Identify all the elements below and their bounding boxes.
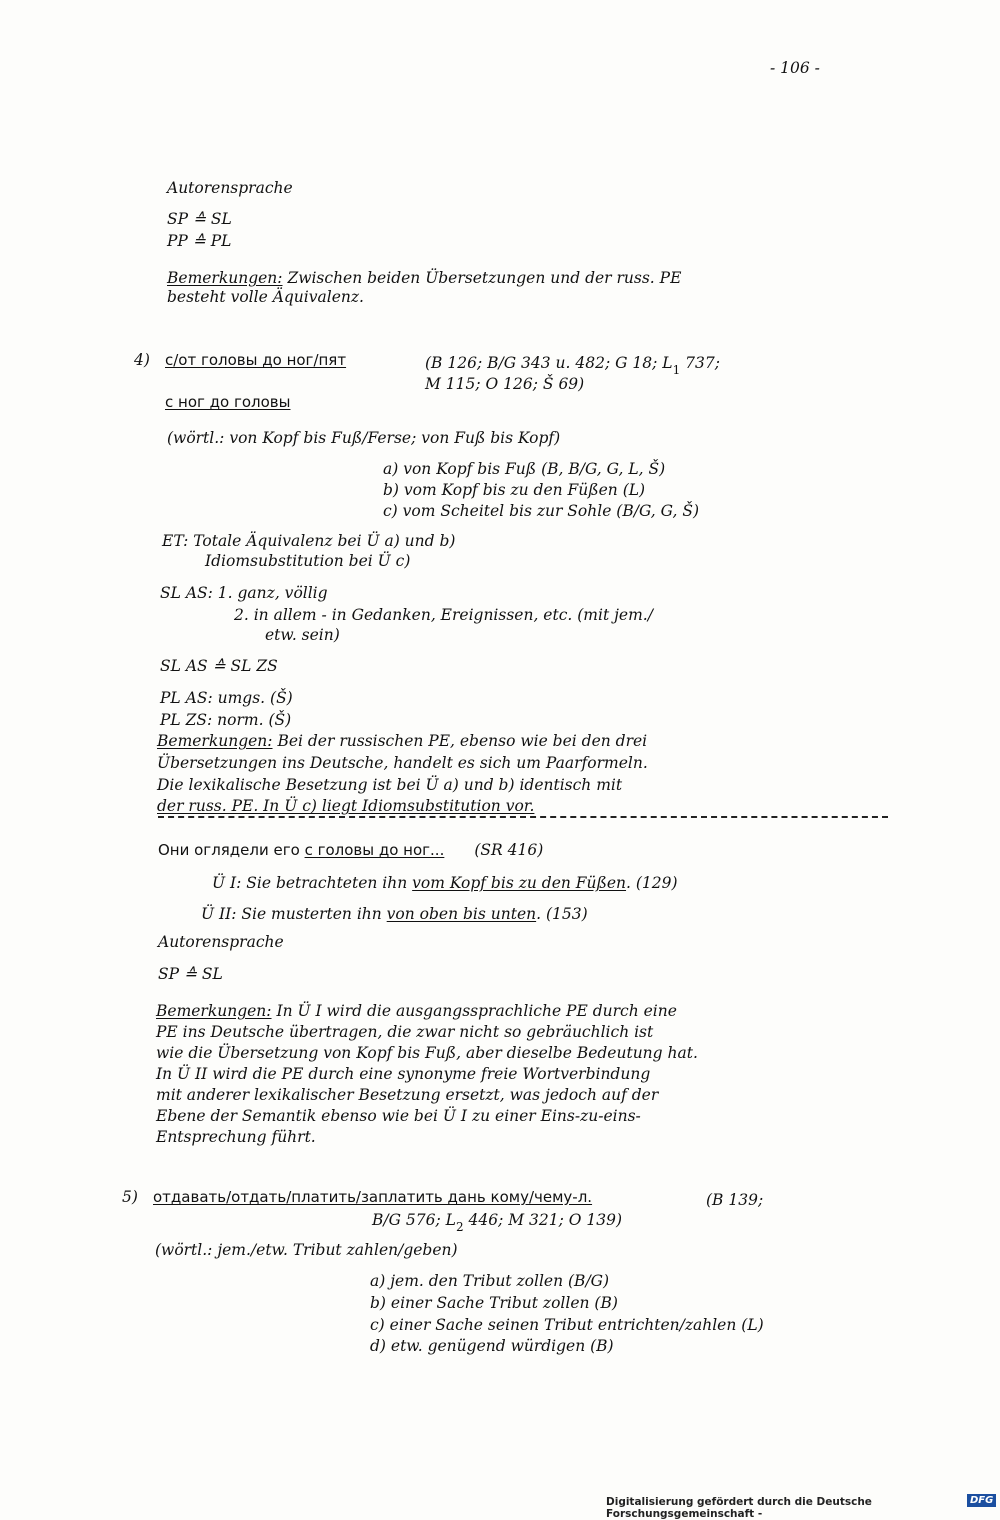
entry-number: 5)	[122, 1188, 138, 1206]
text-line: Idiomsubstitution bei Ü c)	[205, 552, 411, 570]
text-line: Übersetzungen ins Deutsche, handelt es sich um Paarformeln.	[157, 754, 648, 772]
remarks-line	[167, 268, 681, 288]
russian-phrase: отдавать/отдать/платить/заплатить дань кому/чему-л.	[153, 1188, 593, 1206]
text-line: mit anderer lexikalischer Besetzung ersetzt, was jedoch auf der	[156, 1086, 659, 1104]
text-line: etw. sein)	[265, 626, 340, 644]
text-line: Autorensprache	[167, 179, 293, 197]
text-line: Ebene der Semantik ebenso wie bei Ü I zu einer Eins-zu-eins-	[156, 1107, 641, 1125]
source-refs: M 115; O 126; Š 69)	[425, 375, 585, 393]
entry-number: 4)	[134, 351, 150, 369]
text-line: Entsprechung führt.	[156, 1128, 316, 1146]
literal-translation: (wörtl.: jem./etw. Tribut zahlen/geben)	[155, 1241, 458, 1259]
text-span: Bei der russischen PE, ebenso wie bei den drei	[272, 732, 648, 750]
text-span: Ü I: Sie betrachteten ihn	[212, 874, 413, 892]
remarks-label: Bemerkungen:	[167, 269, 283, 287]
dashed-separator	[158, 816, 888, 822]
text-line: wie die Übersetzung von Kopf bis Fuß, aber dieselbe Bedeutung hat.	[156, 1044, 698, 1062]
translation-option: a) von Kopf bis Fuß (B, B/G, G, L, Š)	[383, 460, 666, 478]
text-span: Они оглядели его	[158, 841, 305, 859]
text-span: In Ü I wird die ausgangssprachliche PE durch eine	[271, 1002, 677, 1020]
text-line: ET: Totale Äquivalenz bei Ü a) und b)	[162, 532, 456, 550]
translation-option: d) etw. genügend würdigen (B)	[370, 1337, 614, 1355]
text-line: der russ. PE. In Ü c) liegt Idiomsubstitution vor.	[157, 797, 535, 815]
translation-option: b) vom Kopf bis zu den Füßen (L)	[383, 481, 646, 499]
text-span: 737;	[680, 354, 720, 372]
funding-footer: Digitalisierung gefördert durch die Deutsche Forschungsgemeinschaft -	[606, 1496, 872, 1520]
text-line: SL AS ≙ SL ZS	[160, 657, 278, 675]
translation-option: c) einer Sache seinen Tribut entrichten/zahlen (L)	[370, 1316, 764, 1334]
source-ref: (SR 416)	[474, 841, 544, 859]
text-line: In Ü II wird die PE durch eine synonyme freie Wortverbindung	[156, 1065, 651, 1083]
example-sentence	[158, 840, 543, 860]
text-line: PL ZS: norm. (Š)	[160, 711, 292, 729]
text-span: . (129)	[626, 874, 678, 892]
text-line: 2. in allem - in Gedanken, Ereignissen, etc. (mit jem./	[234, 606, 653, 624]
text-span: с головы до ног...	[304, 841, 445, 859]
text-line: Die lexikalische Besetzung ist bei Ü a) und b) identisch mit	[157, 776, 623, 794]
text-span: B/G 576; L	[372, 1211, 456, 1229]
text-line: SP ≙ SL	[158, 965, 223, 983]
text-span: von oben bis unten	[386, 905, 537, 923]
text-span: Ü II: Sie musterten ihn	[201, 905, 387, 923]
page-number: - 106 -	[770, 59, 820, 77]
remarks-label: Bemerkungen:	[156, 1002, 272, 1020]
literal-translation: (wörtl.: von Kopf bis Fuß/Ferse; von Fuß bis Kopf)	[167, 429, 561, 447]
text-span: Zwischen beiden Übersetzungen und der russ. PE	[282, 269, 682, 287]
remarks-label: Bemerkungen:	[157, 732, 273, 750]
subscript: 1	[672, 363, 681, 377]
translation-line	[201, 904, 588, 924]
dfg-logo: DFG	[967, 1494, 996, 1507]
remarks-line	[156, 1001, 677, 1021]
text-span: (B 126; B/G 343 u. 482; G 18; L	[425, 354, 673, 372]
text-span: . (153)	[536, 905, 588, 923]
remarks-line	[157, 731, 647, 751]
translation-option: c) vom Scheitel bis zur Sohle (B/G, G, Š)	[383, 502, 699, 520]
translation-option: a) jem. den Tribut zollen (B/G)	[370, 1272, 610, 1290]
translation-option: b) einer Sache Tribut zollen (B)	[370, 1294, 618, 1312]
text-line: PL AS: umgs. (Š)	[160, 689, 293, 707]
text-line: PE ins Deutsche übertragen, die zwar nicht so gebräuchlich ist	[156, 1023, 654, 1041]
translation-line	[212, 873, 678, 893]
text-line: Autorensprache	[158, 933, 284, 951]
source-refs: (B 139;	[706, 1191, 764, 1209]
text-span: 446; M 321; O 139)	[463, 1211, 623, 1229]
russian-phrase: с ног до головы	[165, 393, 291, 411]
russian-phrase: с/от головы до ног/пят	[165, 351, 347, 369]
text-line: SL AS: 1. ganz, völlig	[160, 584, 328, 602]
source-refs	[372, 1210, 622, 1237]
text-line: PP ≙ PL	[167, 232, 232, 250]
subscript: 2	[455, 1220, 464, 1234]
text-span: vom Kopf bis zu den Füßen	[412, 874, 627, 892]
text-line: besteht volle Äquivalenz.	[167, 288, 364, 306]
text-line: SP ≙ SL	[167, 210, 232, 228]
